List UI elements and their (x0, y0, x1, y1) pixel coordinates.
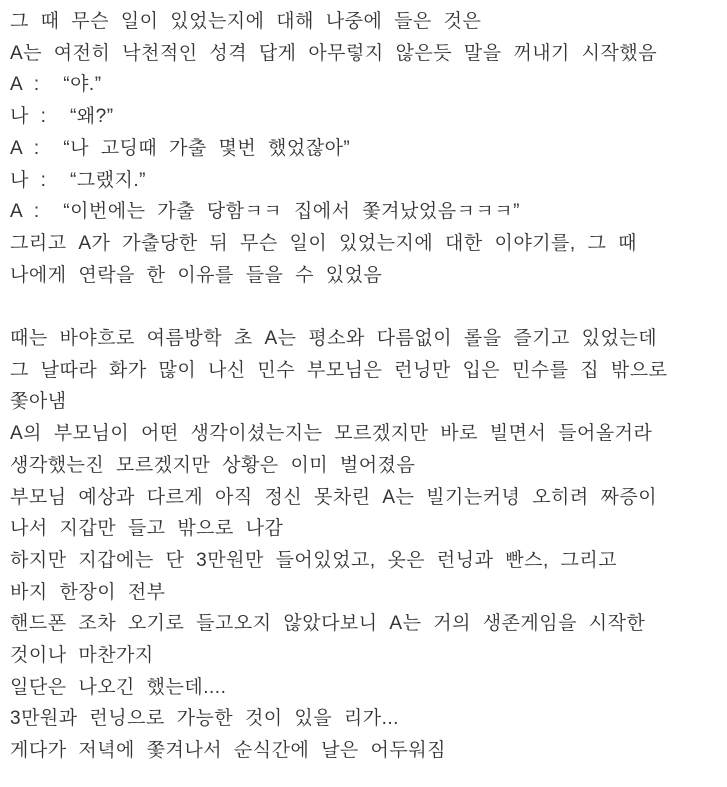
text-line: A의 부모님이 어떤 생각이셨는지는 모르겠지만 바로 빌면서 들어올거라 (10, 423, 653, 445)
text-line: 일단은 나오긴 했는데.... (10, 676, 227, 698)
text-line: 3만원과 런닝으로 가능한 것이 있을 리가... (10, 708, 399, 730)
text-line: A : “야.” (10, 74, 102, 96)
text-line: A : “이번에는 가출 당함ㅋㅋ 집에서 쫓겨났었음ㅋㅋㅋ” (10, 201, 520, 223)
text-line: 때는 바야흐로 여름방학 초 A는 평소와 다름없이 롤을 즐기고 있었는데 (10, 328, 658, 350)
text-line: 그 때 무슨 일이 있었는지에 대해 나중에 들은 것은 (10, 11, 482, 32)
text-line: 쫓아냄 (10, 391, 67, 413)
text-line: A는 여전히 낙천적인 성격 답게 아무렇지 않은듯 말을 꺼내기 시작했음 (10, 42, 658, 64)
text-line: 나에게 연락을 한 이유를 들을 수 있었음 (10, 264, 383, 286)
text-line: 게다가 저녁에 쫓겨나서 순식간에 날은 어두워짐 (10, 740, 446, 762)
text-line: 생각했는진 모르겠지만 상황은 이미 벌어졌음 (10, 454, 416, 476)
text-line: 바지 한장이 전부 (10, 581, 166, 603)
text-line: 하지만 지갑에는 단 3만원만 들어있었고, 옷은 런닝과 빤스, 그리고 (10, 549, 618, 571)
text-line: 그리고 A가 가출당한 뒤 무슨 일이 있었는지에 대한 이야기를, 그 때 (10, 232, 637, 254)
text-line: 것이나 마찬가지 (10, 645, 154, 667)
text-line: 나 : “그랬지.” (10, 169, 146, 191)
text-line: 그 날따라 화가 많이 나신 민수 부모님은 런닝만 입은 민수를 집 밖으로 (10, 359, 668, 381)
text-line: 핸드폰 조차 오기로 들고오지 않았다보니 A는 거의 생존게임을 시작한 (10, 613, 646, 635)
text-line: 나서 지갑만 들고 밖으로 나감 (10, 518, 284, 540)
text-line (10, 291, 717, 323)
text-line: A : “나 고딩때 가출 몇번 했었잖아” (10, 137, 351, 159)
text-line: 나 : “왜?” (10, 106, 114, 128)
text-line: 부모님 예상과 다르게 아직 정신 못차린 A는 빌기는커녕 오히려 짜증이 (10, 486, 658, 508)
